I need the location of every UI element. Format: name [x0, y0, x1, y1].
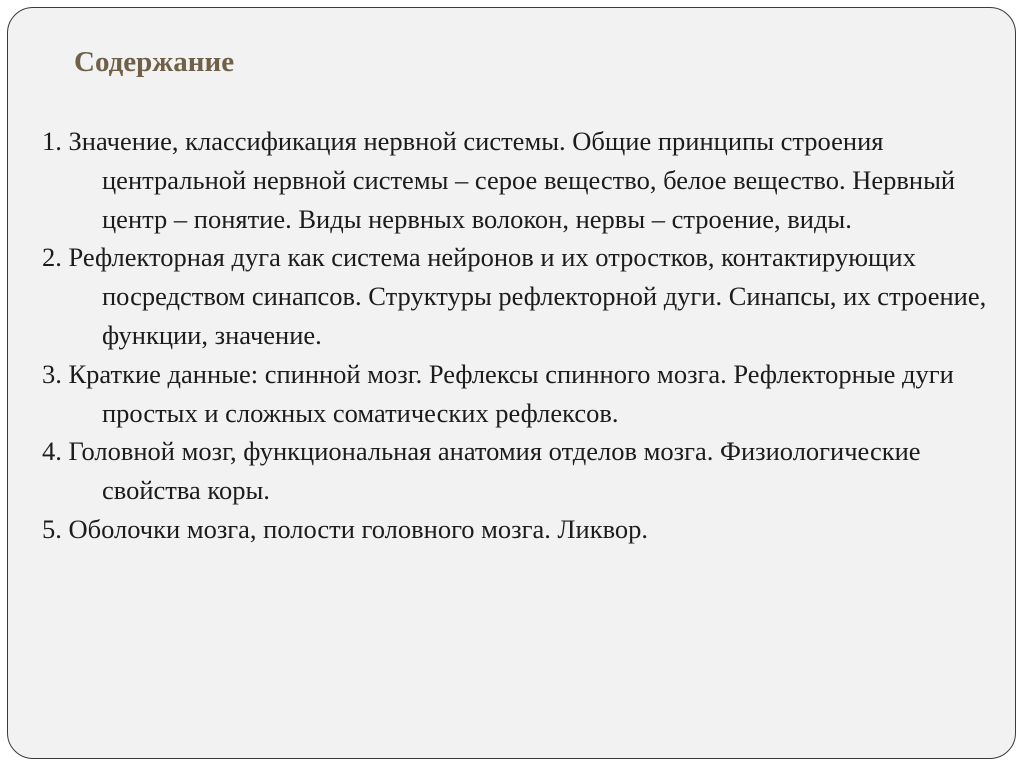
- content-item-1: 1. Значение, классификация нервной системы. Общие принципы строения центральной нервной системы – серое вещество, белое вещество. Нервный центр – понятие. Виды нервных волокон, нервы – строение, виды.: [42, 126, 956, 234]
- slide-title: Содержание: [74, 46, 235, 78]
- content-item-3: 3. Краткие данные: спинной мозг. Рефлексы спинного мозга. Рефлекторные дуги простых и сложных соматических рефлексов.: [42, 358, 954, 428]
- content-item-2: 2. Рефлекторная дуга как система нейронов и их отростков, контактирующих посредством синапсов. Структуры рефлекторной дуги. Синапсы, их строение, функции, значение.: [42, 242, 987, 350]
- content-list: [42, 122, 1002, 549]
- content-item-4: 4. Головной мозг, функциональная анатомия отделов мозга. Физиологические свойства коры.: [42, 436, 921, 506]
- content-item-5: 5. Оболочки мозга, полости головного мозга. Ликвор.: [42, 513, 649, 544]
- slide-frame: [7, 7, 1016, 759]
